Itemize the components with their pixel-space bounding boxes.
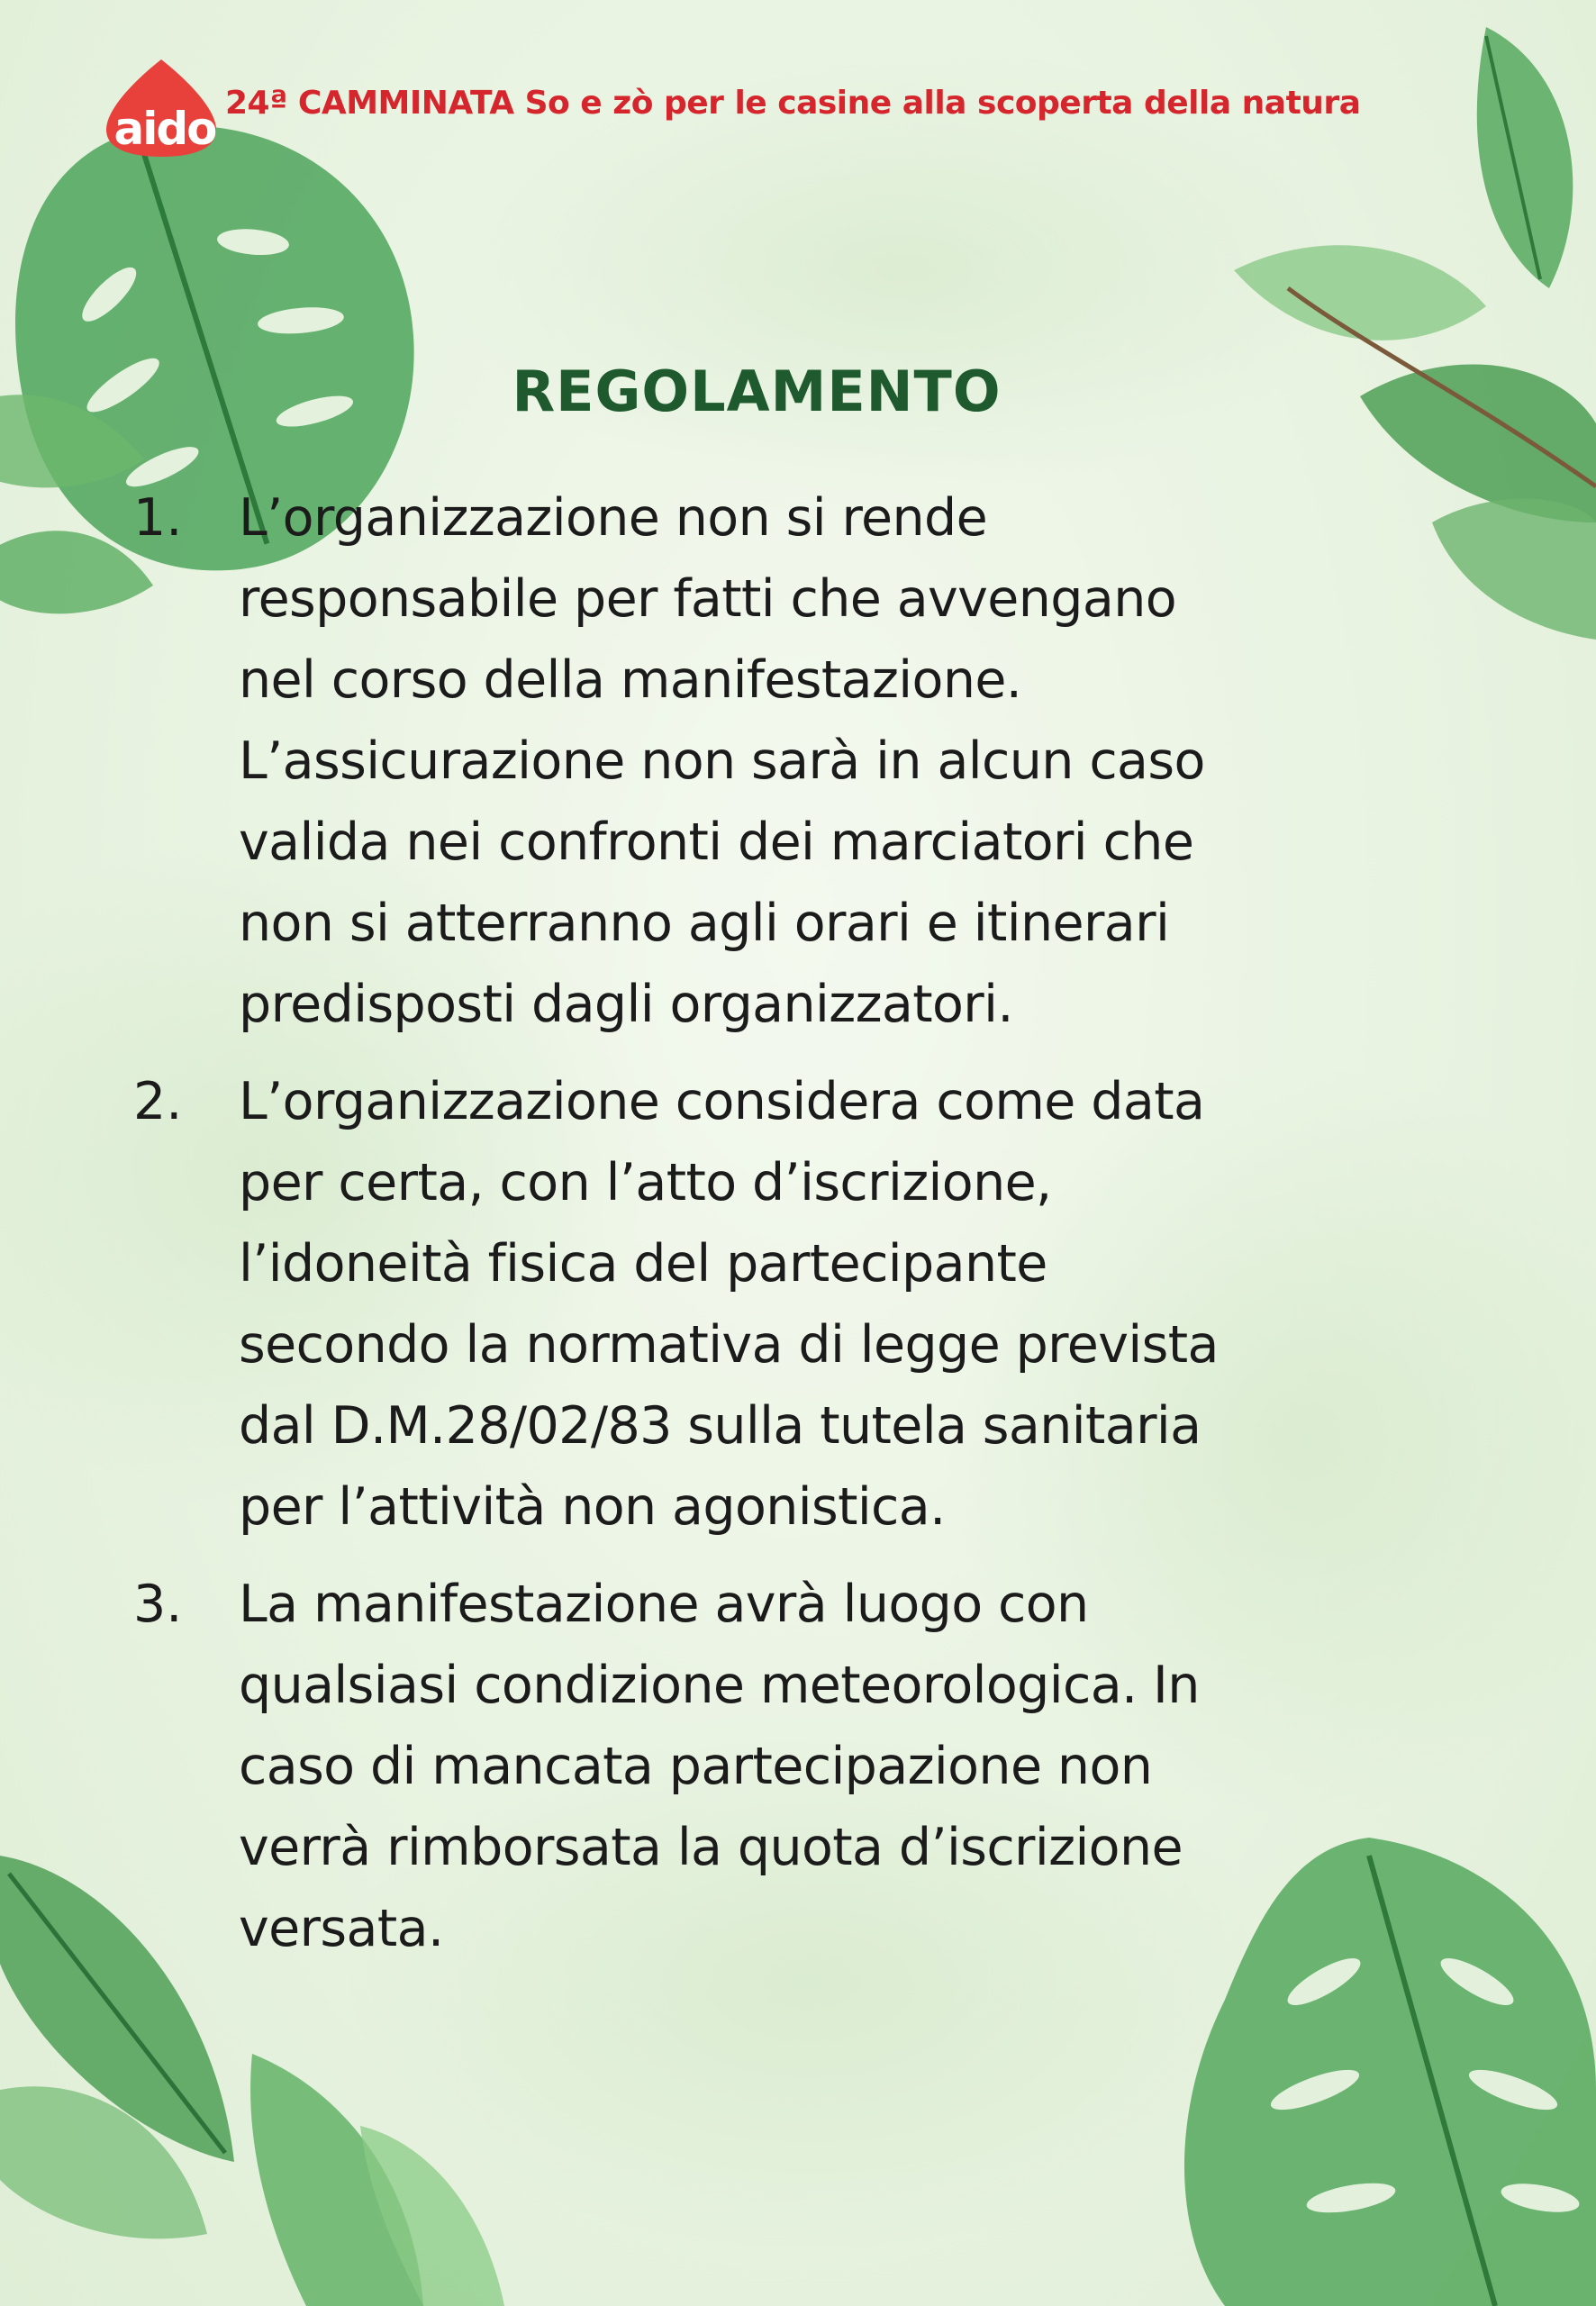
rule-line: versata.: [239, 1899, 444, 1958]
rules-list: [0, 477, 1596, 1985]
rule-number: 1.: [133, 488, 183, 548]
rule-item: [0, 1061, 1596, 1548]
rule-line: L’organizzazione non si rende: [239, 488, 988, 548]
event-header: [101, 52, 1506, 160]
rule-line: caso di mancata partecipazione non: [239, 1737, 1153, 1796]
rule-line: per certa, con l’atto d’iscrizione,: [239, 1153, 1052, 1212]
rule-text: [239, 477, 1410, 1045]
rule-line: l’idoneità fisica del partecipante: [239, 1234, 1047, 1294]
rule-line: secondo la normativa di legge prevista: [239, 1315, 1219, 1375]
rule-line: L’organizzazione considera come data: [239, 1072, 1205, 1131]
rule-line: predisposti dagli organizzatori.: [239, 975, 1013, 1034]
rule-line: qualsiasi condizione meteorologica. In: [239, 1656, 1200, 1715]
rule-item: [0, 1564, 1596, 1969]
rule-line: La manifestazione avrà luogo con: [239, 1575, 1089, 1634]
rule-number: 3.: [133, 1575, 183, 1634]
rule-text: [239, 1564, 1410, 1969]
rule-line: per l’attività non agonistica.: [239, 1477, 946, 1537]
rule-item: [0, 477, 1596, 1045]
rule-text: [239, 1061, 1410, 1548]
logo-text: aido: [113, 103, 216, 155]
aido-logo: [101, 58, 222, 159]
rule-line: L’assicurazione non sarà in alcun caso: [239, 731, 1205, 791]
event-title: 24ª CAMMINATA So e zò per le casine alla scoperta della natura: [225, 85, 1361, 122]
rule-line: verrà rimborsata la quota d’iscrizione: [239, 1818, 1183, 1877]
rule-line: responsabile per fatti che avvengano: [239, 569, 1176, 629]
rule-line: non si atterranno agli orari e itinerari: [239, 894, 1170, 953]
rule-line: dal D.M.28/02/83 sulla tutela sanitaria: [239, 1396, 1202, 1456]
page-title: REGOLAMENTO: [512, 359, 1002, 424]
rule-line: nel corso della manifestazione.: [239, 650, 1022, 710]
rule-line: valida nei confronti dei marciatori che: [239, 813, 1194, 872]
rule-number: 2.: [133, 1072, 183, 1131]
